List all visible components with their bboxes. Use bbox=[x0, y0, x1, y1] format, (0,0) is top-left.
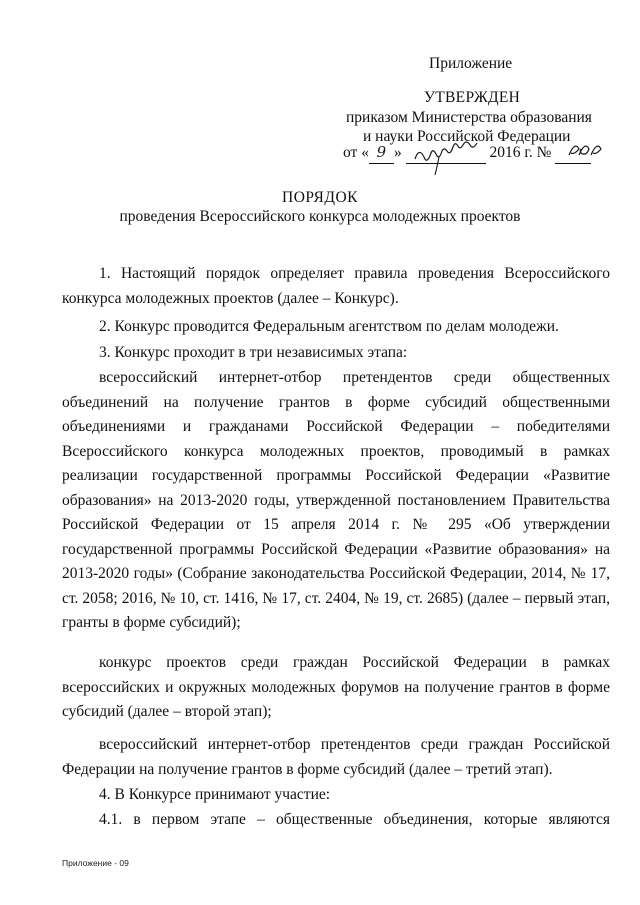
date-year: 2016 г. № bbox=[489, 144, 552, 161]
order-issuer-line1: приказом Министерства образования bbox=[346, 109, 592, 126]
order-issuer-line2: и науки Российской Федерации bbox=[363, 128, 571, 145]
page-footer: Приложение - 09 bbox=[62, 858, 129, 868]
date-prefix: от « bbox=[343, 144, 369, 161]
approved-stamp: УТВЕРЖДЕН bbox=[424, 89, 521, 106]
date-day-field bbox=[369, 142, 394, 164]
paragraph-4-1: 4.1. в первом этапе – общественные объединения, которые являются bbox=[99, 811, 610, 828]
paragraph-2: 2. Конкурс проводится Федеральным агентством по делам молодежи. bbox=[99, 318, 559, 335]
date-mid: » bbox=[393, 144, 402, 161]
date-day-handwritten: 9 bbox=[376, 143, 387, 161]
paragraph-4: 4. В Конкурсе принимают участие: bbox=[99, 786, 331, 803]
handwritten-order-number bbox=[565, 139, 605, 161]
paragraph-3: 3. Конкурс проходит в три независимых этапа: bbox=[99, 344, 408, 361]
paragraph-stage-1: всероссийский интернет-отбор претендентов среди общественных объединений на получение грантов в форме субсидий общественными объединениями и гражданами Российской Федерации – победителями Всероссийского конкурса молодежных проектов, проводимый в рамках реализации государственной программы Российской Федерации «Развитие образования» на 2013-2020 годы, утвержденной постановлением Правительства Российской Федерации от 15 апреля 2014 г. № 295 «Об утверждении государственной программы Российской Федерации «Развитие образования» на 2013-2020 годы» (Собрание законодательства Российской Федерации, 2014, № 17, ст. 2058; 2016, № 10, ст. 1416, № 17, ст. 2404, № 19, ст. 2685) (далее – первый этап, гранты в форме субсидий); bbox=[62, 369, 610, 631]
paragraph-stage-2: конкурс проектов среди граждан Российской Федерации в рамках всероссийских и окружных молодежных форумов на получение грантов в форме субсидий (далее – второй этап); bbox=[62, 654, 610, 720]
paragraph-stage-3: всероссийский интернет-отбор претендентов среди граждан Российской Федерации на получение грантов в форме субсидий (далее – третий этап). bbox=[62, 736, 610, 778]
document-subtitle: проведения Всероссийского конкурса молодежных проектов bbox=[119, 208, 521, 225]
appendix-label: Приложение bbox=[429, 55, 513, 72]
document-title: ПОРЯДОК bbox=[282, 189, 358, 206]
handwritten-month bbox=[409, 141, 491, 177]
paragraph-1: 1. Настоящий порядок определяет правила проведения Всероссийского конкурса молодежных проектов (далее – Конкурс). bbox=[62, 265, 610, 307]
